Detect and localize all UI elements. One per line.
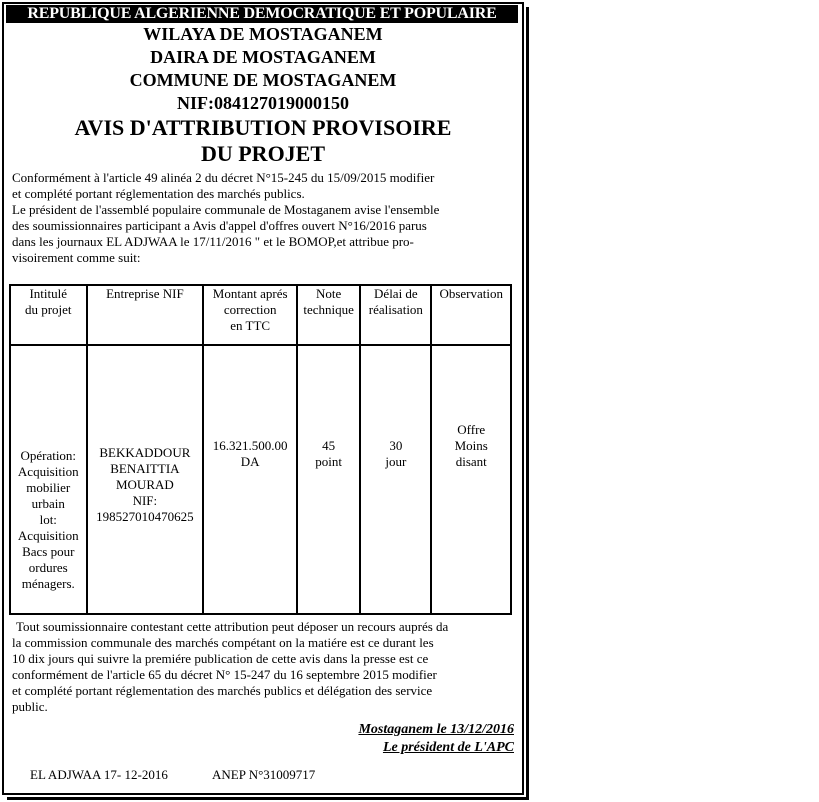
header-delai: Délai de réalisation	[360, 285, 431, 345]
cell-intitule: Opération: Acquisition mobilier urbain lot: Acquisition Bacs pour ordures ménagers.	[10, 345, 87, 614]
footer-anep: ANEP N°31009717	[212, 767, 316, 782]
closing-line: public.	[12, 699, 48, 714]
closing-line: et complété portant réglementation des marchés publics et délégation des service	[12, 683, 433, 698]
header-montant: Montant aprés correction en TTC	[203, 285, 297, 345]
cell-entreprise: BEKKADDOUR BENAITTIA MOURAD NIF: 198527010470625	[87, 345, 204, 614]
notice-title: AVIS D'ATTRIBUTION PROVISOIRE	[74, 115, 452, 140]
intro-line: des soumissionnaires participant a Avis d'appel d'offres ouvert N°16/2016 parus	[12, 218, 427, 233]
table-row	[10, 345, 511, 614]
cell-observation: Offre Moins disant	[431, 345, 511, 614]
cell-montant: 16.321.500.00 DA	[203, 345, 297, 614]
wilaya-line: WILAYA DE MOSTAGANEM	[143, 24, 383, 44]
header-note: Note technique	[297, 285, 360, 345]
table-header-row	[10, 285, 511, 345]
intro-line: et complété portant réglementation des marchés publics.	[12, 186, 305, 201]
signature-signatory: Le président de L'APC	[382, 740, 514, 755]
cell-note: 45 point	[297, 345, 360, 614]
nif-line: NIF:084127019000150	[177, 93, 349, 113]
intro-line: dans les journaux EL ADJWAA le 17/11/2016 " et le BOMOP,et attribue pro-	[12, 234, 414, 249]
closing-line: 10 dix jours qui suivre la premiére publication de cette avis dans la presse est ce	[12, 651, 429, 666]
notice-title-line2: DU PROJET	[200, 141, 326, 166]
cell-delai: 30 jour	[360, 345, 431, 614]
republic-banner: REPUBLIQUE ALGERIENNE DEMOCRATIQUE ET POPULAIRE	[6, 5, 518, 23]
footer-journal: EL ADJWAA 17- 12-2016	[30, 767, 168, 782]
intro-line: visoirement comme suit:	[12, 250, 141, 265]
attribution-table	[9, 284, 512, 615]
header-observation: Observation	[431, 285, 511, 345]
commune-line: COMMUNE DE MOSTAGANEM	[129, 70, 397, 90]
intro-line: Le président de l'assemblé populaire communale de Mostaganem avise l'ensemble	[12, 202, 440, 217]
intro-paragraph	[12, 170, 516, 266]
header-intitule: Intitulé du projet	[10, 285, 87, 345]
header-entreprise: Entreprise NIF	[87, 285, 204, 345]
closing-line: la commission communale des marchés compétant on la matiére est ce durant les	[12, 635, 434, 650]
signature-place-date: Mostaganem le 13/12/2016	[358, 722, 514, 737]
closing-paragraph	[12, 619, 516, 715]
daira-line: DAIRA DE MOSTAGANEM	[150, 47, 376, 67]
intro-line: Conformément à l'article 49 alinéa 2 du décret N°15-245 du 15/09/2015 modifier	[12, 170, 435, 185]
closing-line: Tout soumissionnaire contestant cette attribution peut déposer un recours auprés da	[16, 619, 449, 634]
closing-line: conformément de l'article 65 du décret N° 15-247 du 16 septembre 2015 modifier	[12, 667, 437, 682]
